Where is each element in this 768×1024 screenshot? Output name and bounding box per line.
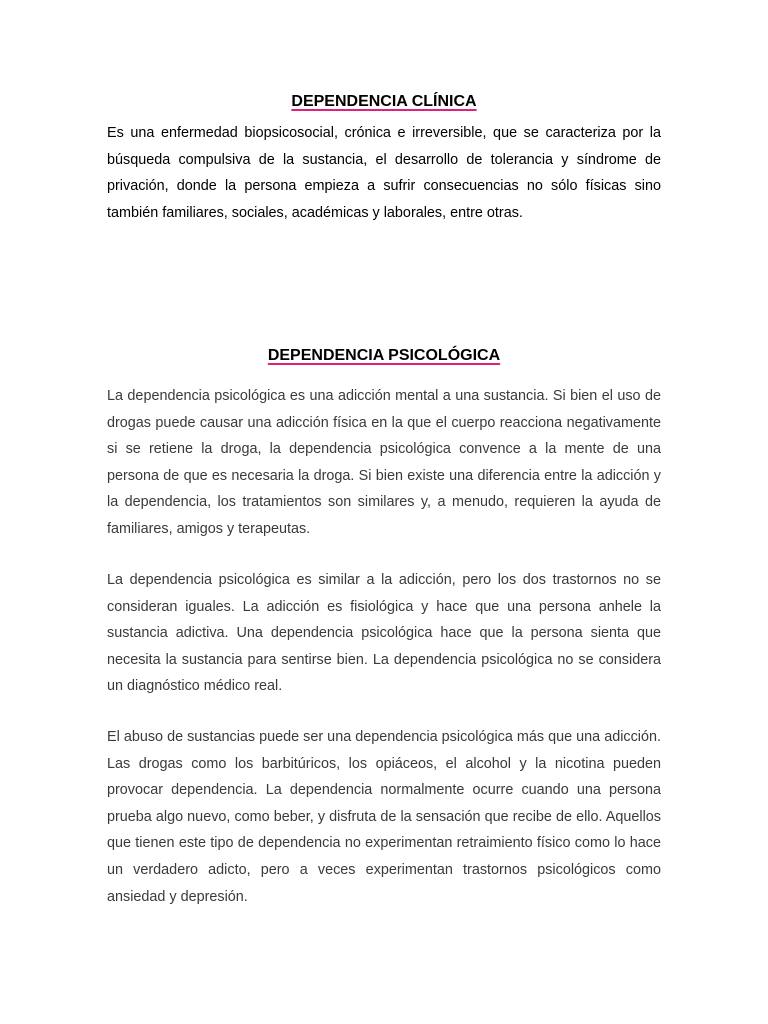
heading-dependencia-psicologica-text: DEPENDENCIA PSICOLÓGICA xyxy=(267,347,501,364)
heading-dependencia-clinica-text: DEPENDENCIA CLÍNICA xyxy=(291,93,477,110)
heading-dependencia-psicologica xyxy=(0,346,768,366)
paragraph-psicologica-2: La dependencia psicológica es similar a la adicción, pero los dos trastornos no se consideran iguales. La adicción es fisiológica y hace que una persona anhele la sustancia adictiva. Una dependencia psicológica hace que la persona sienta que necesita la sustancia para sentirse bien. La dependencia psicológica no se considera un diagnóstico médico real. xyxy=(107,572,661,695)
heading-dependencia-clinica xyxy=(0,92,768,112)
paragraph-psicologica-3: El abuso de sustancias puede ser una dependencia psicológica más que una adicción. Las drogas como los barbitúricos, los opiáceos, el alcohol y la nicotina pueden provocar dependencia. La dependencia normalmente ocurre cuando una persona prueba algo nuevo, como beber, y disfruta de la sensación que recibe de ello. Aquellos que tienen este tipo de dependencia no experimentan retraimiento físico como lo hace un verdadero adicto, pero a veces experimentan trastornos psicológicos como ansiedad y depresión. xyxy=(107,729,661,905)
paragraph-psicologica-1: La dependencia psicológica es una adicción mental a una sustancia. Si bien el uso de drogas puede causar una adicción física en la que el cuerpo reacciona negativamente si se retiene la droga, la dependencia psicológica convence a la mente de una persona de que es necesaria la droga. Si bien existe una diferencia entre la adicción y la dependencia, los tratamientos son similares y, a menudo, requieren la ayuda de familiares, amigos y terapeutas. xyxy=(107,388,661,537)
paragraph-clinica: Es una enfermedad biopsicosocial, crónica e irreversible, que se caracteriza por la búsqueda compulsiva de la sustancia, el desarrollo de tolerancia y síndrome de privación, donde la persona empieza a sufrir consecuencias no sólo físicas sino también familiares, sociales, académicas y laborales, entre otras. xyxy=(107,125,661,221)
